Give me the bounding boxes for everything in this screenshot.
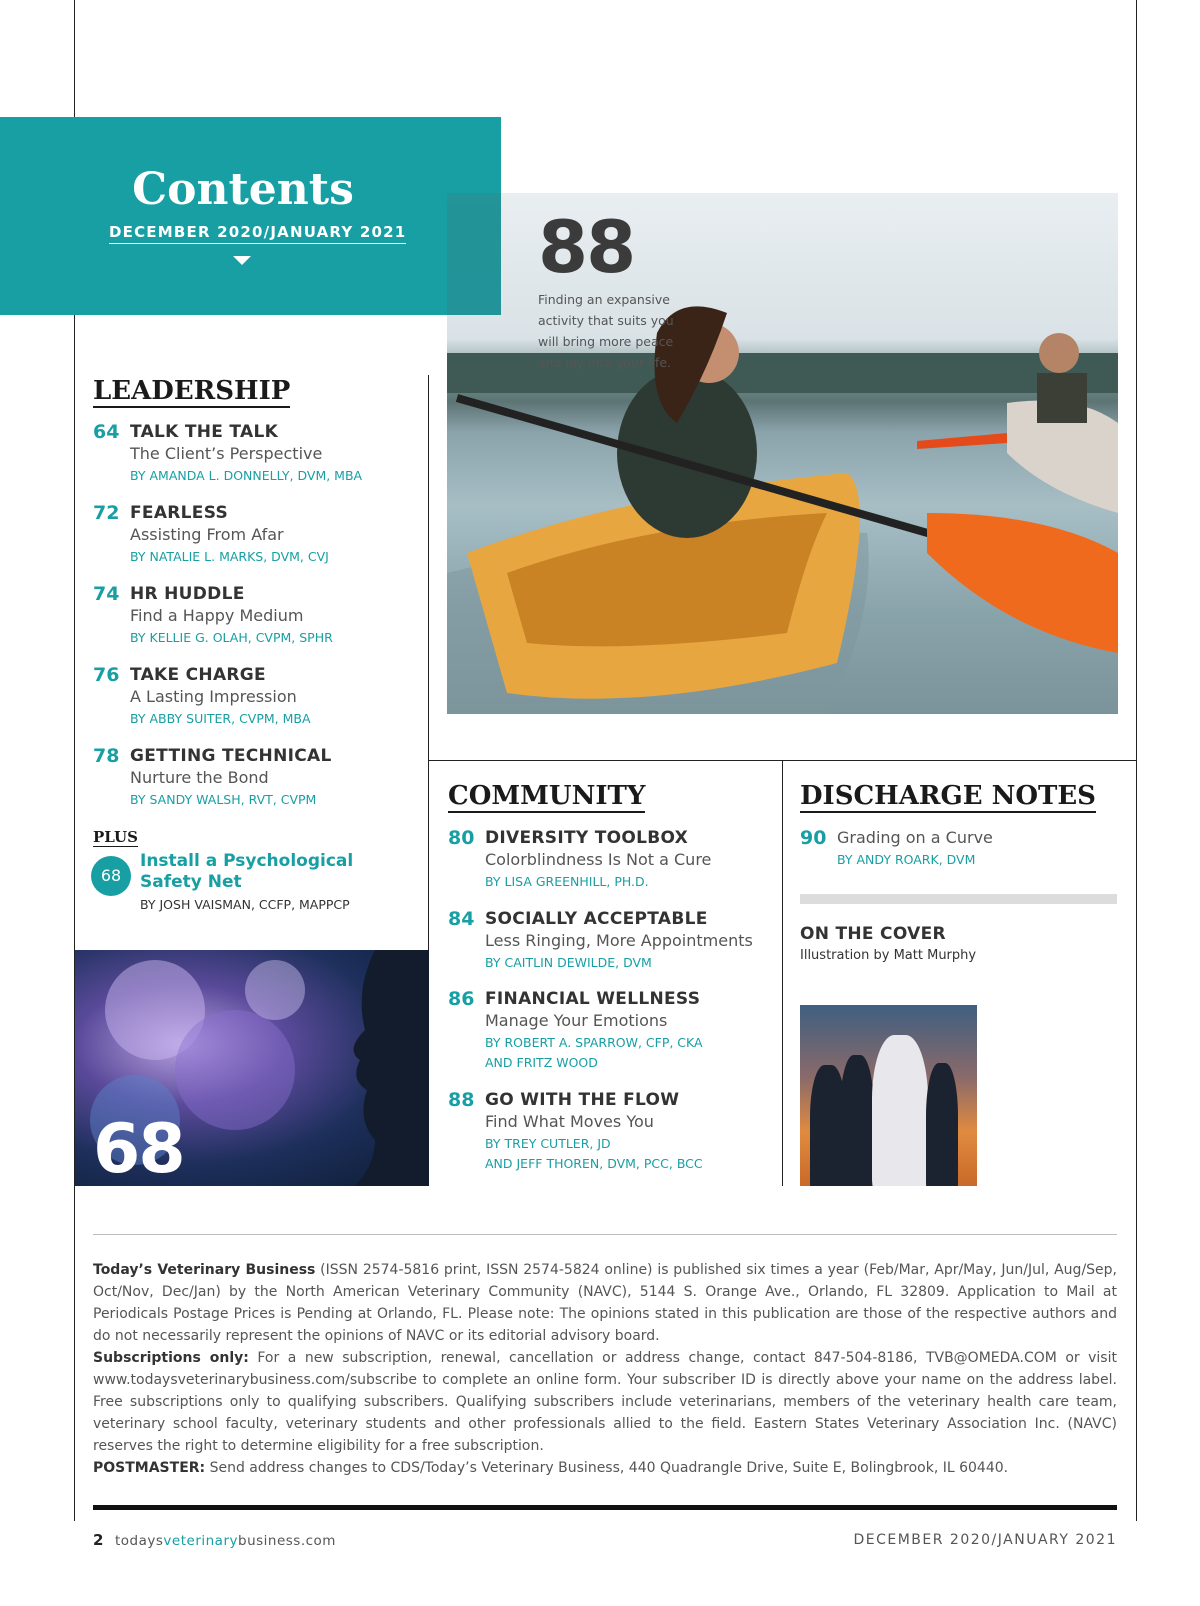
left-frame-line-lower [74, 315, 75, 1521]
entry-title: SOCIALLY ACCEPTABLE [485, 909, 708, 929]
entry-page: 90 [800, 827, 827, 849]
entry-byline: BY ROBERT A. SPARROW, CFP, CKA [485, 1035, 703, 1050]
down-arrow-icon [233, 256, 251, 265]
figure-silhouette [840, 1055, 874, 1186]
entry-title: GETTING TECHNICAL [130, 746, 332, 766]
entry-byline: BY ABBY SUITER, CVPM, MBA [130, 711, 311, 726]
site-part: todays [115, 1533, 164, 1549]
postmaster-details: Send address changes to CDS/Today’s Veterinary Business, 440 Quadrangle Drive, Suite E, Bolingbrook, IL 60440. [205, 1460, 1009, 1476]
right-frame-line [1136, 0, 1137, 1521]
publication-details: (ISSN 2574-5816 print, ISSN 2574-5824 online) is published six times a year (Feb/Mar, Apr/May, Jun/Jul, Aug/Sep, Oct/Nov, Dec/Jan) by the North American Veterinary Community (NAVC), 5144 S. Orange Ave., Orlando, FL 32809. Application to Mail at Periodicals Postage Prices is Pending at Orlando, FL. Please note: The opinions stated in this publication are those of the respective authors and do not necessarily represent the opinions of NAVC or its editorial advisory board. [93, 1262, 1117, 1344]
plus-title[interactable]: Install a Psychological Safety Net [140, 851, 354, 892]
entry-title: TALK THE TALK [130, 422, 279, 442]
plus-byline: BY JOSH VAISMAN, CCFP, MAPPCP [140, 897, 350, 912]
entry-byline: BY KELLIE G. OLAH, CVPM, SPHR [130, 630, 333, 645]
plus-page-badge[interactable]: 68 [91, 856, 131, 896]
entry-subtitle: Find a Happy Medium [130, 606, 304, 625]
entry-page: 88 [448, 1089, 475, 1111]
entry-subtitle: A Lasting Impression [130, 687, 297, 706]
entry-byline: BY CAITLIN DEWILDE, DVM [485, 955, 652, 970]
entry-subtitle: Grading on a Curve [837, 828, 993, 847]
contents-banner [0, 117, 501, 315]
community-heading: COMMUNITY [448, 781, 646, 811]
entry-title: GO WITH THE FLOW [485, 1090, 680, 1110]
entry-page: 74 [93, 583, 120, 605]
entry-page: 64 [93, 421, 120, 443]
entry-title: HR HUDDLE [130, 584, 245, 604]
entry-byline: BY SANDY WALSH, RVT, CVPM [130, 792, 317, 807]
entry-byline: BY NATALIE L. MARKS, DVM, CVJ [130, 549, 329, 564]
site-link[interactable] [115, 1533, 336, 1549]
section-divider-bar [800, 894, 1117, 904]
entry-page: 86 [448, 988, 475, 1010]
galaxy-face-photo [75, 950, 429, 1186]
footer-bar [93, 1505, 1117, 1510]
figure-silhouette [926, 1063, 958, 1186]
entry-page: 84 [448, 908, 475, 930]
entry-byline: BY TREY CUTLER, JD [485, 1136, 611, 1151]
postmaster-info [93, 1457, 1117, 1479]
discharge-heading: DISCHARGE NOTES [800, 781, 1096, 811]
entry-byline-2: AND FRITZ WOOD [485, 1055, 598, 1070]
cover-credit: Illustration by Matt Murphy [800, 948, 977, 963]
entry-title: TAKE CHARGE [130, 665, 266, 685]
cover-illustration [800, 1005, 977, 1186]
entry-page: 80 [448, 827, 475, 849]
entry-page: 72 [93, 502, 120, 524]
subscriptions-label: Subscriptions only: [93, 1350, 249, 1366]
entry-page: 76 [93, 664, 120, 686]
entry-byline: BY AMANDA L. DONNELLY, DVM, MBA [130, 468, 363, 483]
leadership-heading: LEADERSHIP [93, 376, 291, 406]
plus-heading: PLUS [93, 828, 138, 846]
entry-subtitle: Colorblindness Is Not a Cure [485, 850, 712, 869]
entry-title: FINANCIAL WELLNESS [485, 989, 701, 1009]
issue-date: DECEMBER 2020/JANUARY 2021 [109, 223, 406, 244]
footer-rule [93, 1234, 1117, 1235]
page-number: 2 [93, 1531, 104, 1549]
entry-subtitle: Manage Your Emotions [485, 1011, 668, 1030]
footer-date: DECEMBER 2020/JANUARY 2021 [853, 1532, 1117, 1548]
publication-name: Today’s Veterinary Business [93, 1262, 316, 1278]
entry-title: FEARLESS [130, 503, 229, 523]
entry-byline: BY ANDY ROARK, DVM [837, 852, 976, 867]
feature-page-number: 88 [538, 205, 635, 289]
site-accent: veterinary [163, 1533, 238, 1549]
discharge-divider [782, 760, 783, 1186]
entry-byline: BY LISA GREENHILL, PH.D. [485, 874, 649, 889]
publisher-info [93, 1259, 1117, 1347]
entry-subtitle: Nurture the Bond [130, 768, 269, 787]
feature-caption: Finding an expansive activity that suits you will bring more peace and joy into your life. [538, 292, 674, 370]
astronaut-figure [872, 1035, 928, 1186]
cover-heading: ON THE COVER [800, 924, 946, 944]
entry-title: DIVERSITY TOOLBOX [485, 828, 689, 848]
site-part: business.com [238, 1533, 336, 1549]
entry-subtitle: Find What Moves You [485, 1112, 654, 1131]
entry-subtitle: Less Ringing, More Appointments [485, 931, 753, 950]
entry-subtitle: The Client’s Perspective [130, 444, 323, 463]
subscriptions-details: For a new subscription, renewal, cancellation or address change, contact 847-504-8186, TVB@OMEDA.COM or visit www.todaysveterinarybusiness.com/subscribe to complete an online form. Your subscriber ID is directly above your name on the address label. Free subscriptions only to qualifying subscribers. Qualifying subscribers include veterinarians, members of the veterinary health care team, veterinary school faculty, veterinary students and other professionals allied to the field. Eastern States Veterinary Association Inc. (NAVC) reserves the right to determine eligibility for a free subscription. [93, 1350, 1117, 1454]
entry-byline-2: AND JEFF THOREN, DVM, PCC, BCC [485, 1156, 703, 1171]
face-page-number: 68 [93, 1110, 184, 1186]
postmaster-label: POSTMASTER: [93, 1460, 206, 1476]
left-frame-line [74, 0, 75, 117]
entry-subtitle: Assisting From Afar [130, 525, 284, 544]
entry-page: 78 [93, 745, 120, 767]
subscription-info [93, 1347, 1117, 1457]
contents-title: Contents [132, 164, 354, 215]
